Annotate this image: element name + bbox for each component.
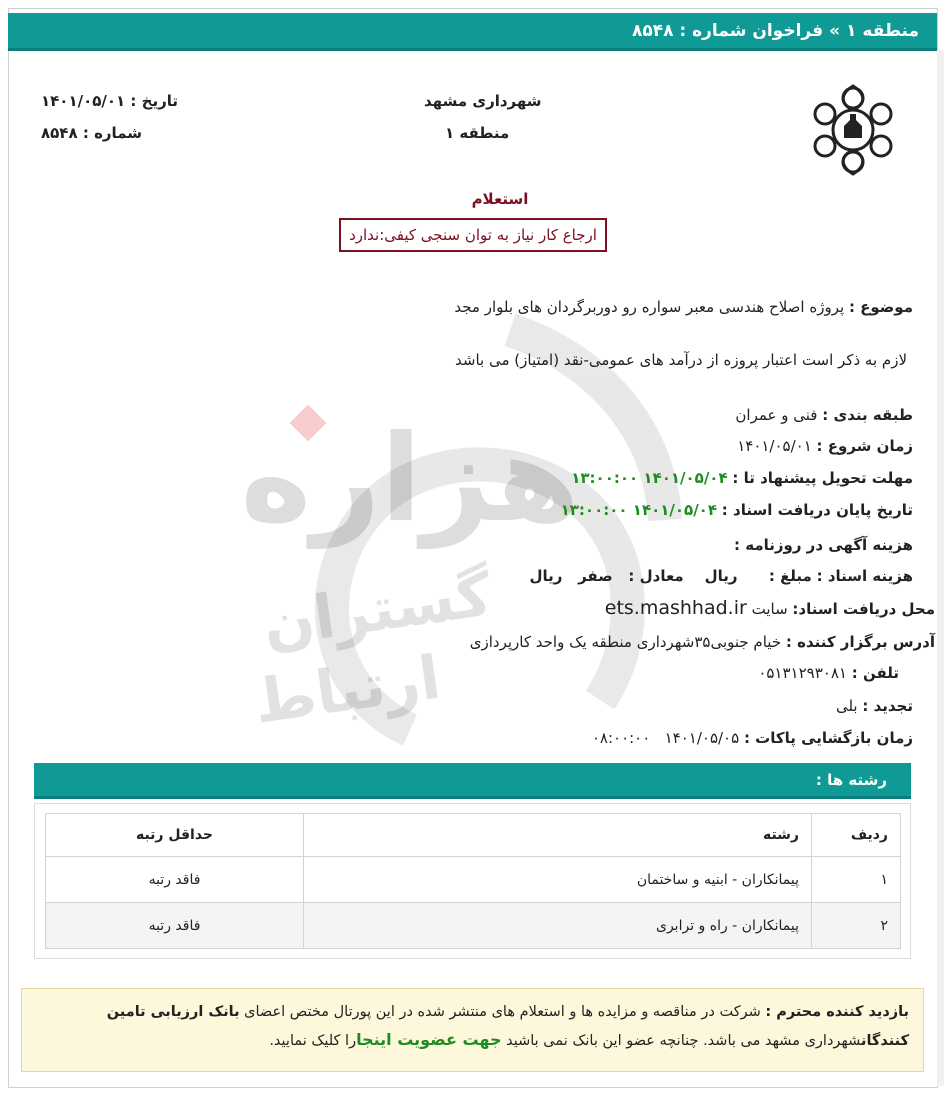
funding-note: لازم به ذکر است اعتبار پروزه از درآمد های عمومی-نقد (امتیاز) می باشد [455,351,907,369]
fields-section-bar: رشته ها : [34,763,911,799]
doc-cost-value: مبلغ : ریال معادل : صفر ریال [529,567,812,585]
quality-check-box: ارجاع کار نیاز به توان سنجی کیفی:ندارد [339,218,607,252]
row-field: پیمانکاران - ابنیه و ساختمان [304,857,812,903]
deadline-label: مهلت تحویل پیشنهاد تا : [732,469,913,487]
col-header-field: رشته [304,814,812,857]
phone-value: ۰۵۱۳۱۲۹۳۰۸۱ [758,664,847,682]
call-number-title: فراخوان شماره : ۸۵۴۸ [631,20,824,41]
renewal-value: بلی [835,697,858,715]
phone-label: تلفن : [851,664,899,682]
doc-place-site-link[interactable]: ets.mashhad.ir [604,597,747,619]
membership-notice [21,988,924,1072]
start-line [737,437,913,455]
col-header-rank: حداقل رتبه [46,814,304,857]
letter-number: شماره : ۸۵۴۸ [41,124,142,142]
address-label: آدرس برگزار کننده : [785,633,935,651]
fields-table [45,813,901,949]
row-field: پیمانکاران - راه و ترابری [304,903,812,949]
join-link[interactable]: جهت عضویت اینجا [356,1030,502,1049]
page-header-bar [8,13,937,51]
category-line [735,406,913,424]
fields-table-wrap [34,803,911,959]
col-header-index: ردیف [812,814,901,857]
start-value: ۱۴۰۱/۰۵/۰۱ [737,437,812,455]
subject-label: موضوع : [848,298,913,316]
start-label: زمان شروع : [816,437,913,455]
ad-cost-label: هزینه آگهی در روزنامه : [734,536,913,554]
docs-end-label: تاریخ پایان دریافت اسناد : [721,501,913,519]
docs-end-value: ۱۴۰۱/۰۵/۰۴ ۱۳:۰۰:۰۰ [560,501,717,519]
municipality-logo-icon [806,84,900,176]
phone-line [758,664,899,682]
opening-line [592,729,913,747]
org-name: شهرداری مشهد [424,92,542,110]
row-rank: فاقد رتبه [46,903,304,949]
subject-line [454,298,913,316]
row-index: ۱ [812,857,901,903]
scrollbar-track[interactable] [937,50,944,1086]
row-index: ۲ [812,903,901,949]
address-value: خیام جنوبی۳۵شهرداری منطقه یک واحد کارپردازی [469,633,782,651]
notice-text-2: شهرداری مشهد می باشد. چنانچه عضو این بانک نمی باشید [501,1033,862,1049]
renewal-label: تجدید : [862,697,913,715]
deadline-line [571,469,913,487]
row-rank: فاقد رتبه [46,857,304,903]
doc-cost-line [530,567,913,585]
ad-cost-line [734,536,913,554]
opening-value: ۱۴۰۱/۰۵/۰۵ ۰۸:۰۰:۰۰ [591,729,740,747]
breadcrumb-region[interactable]: منطقه ۱ [846,20,919,41]
category-value: فنی و عمران [735,406,818,424]
notice-text-3: را کلیک نمایید. [269,1033,357,1049]
table-row [46,903,901,949]
deadline-value: ۱۴۰۱/۰۵/۰۴ ۱۳:۰۰:۰۰ [571,469,728,487]
doc-cost-label: هزینه اسناد : [816,567,913,585]
docs-end-line [561,501,913,519]
notice-lead: بازدید کننده محترم : [765,1004,909,1020]
doc-type-title: استعلام [471,190,529,208]
letter-date: تاریخ : ۱۴۰۱/۰۵/۰۱ [41,92,178,110]
opening-label: زمان بازگشایی پاکات : [743,729,913,747]
subject-value: پروژه اصلاح هندسی معبر سواره رو دوربرگردان های بلوار مجد [454,298,845,316]
notice-bank-name: بانک ارزیابی تامین کنندگان [106,1004,909,1049]
renewal-line [836,697,913,715]
table-header-row [46,814,901,857]
category-label: طبقه بندی : [822,406,913,424]
doc-place-line [605,597,935,619]
table-row [46,857,901,903]
address-line [470,633,935,651]
doc-place-label: محل دریافت اسناد: [792,600,935,618]
doc-place-value: سایت [751,600,788,618]
org-region: منطقه ۱ [445,124,510,142]
breadcrumb-separator: » [829,20,841,41]
notice-text-1: شرکت در مناقصه و مزایده ها و استعلام های منتشر شده در این پورتال مختص اعضای [239,1004,766,1020]
